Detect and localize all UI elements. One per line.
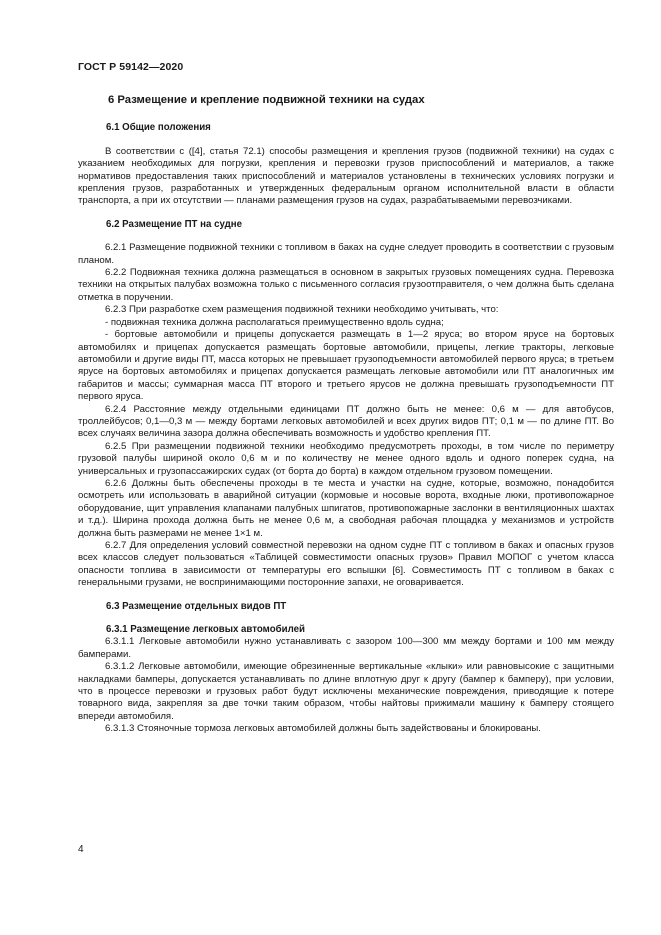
paragraph-6-2-3: 6.2.3 При разработке схем размещения подвижной техники необходимо учитывать, что: <box>105 304 499 316</box>
section-title: 6 Размещение и крепление подвижной техники на судах <box>108 94 425 106</box>
document-body <box>78 94 614 736</box>
list-item-6-2-3-b: - бортовые автомобили и прицепы допускается размещать в 1—2 яруса; во втором ярусе на бортовых автомобилях и прицепах допускается размещать бортовые автомобили, прицепы, легкие тракторы, легковые автомобили и другие виды ПТ, масса которых не превышает грузоподъемности автомобилей первого яруса; в третьем ярусе на бортовых автомобилях и прицепах допускается размещать легковые автомобили или ПТ аналогичных им габаритов и массы; суммарная масса ПТ второго и третьего ярусов не должна превышать грузоподъемности ПТ первого яруса. <box>78 329 614 403</box>
paragraph-6-3-1-1: 6.3.1.1 Легковые автомобили нужно устанавливать с зазором 100—300 мм между бортами и 100 мм между бамперами. <box>78 636 614 660</box>
page-number: 4 <box>78 844 84 855</box>
paragraph-6-2-6: 6.2.6 Должны быть обеспечены проходы в те места и участки на судне, которые, возможно, понадобится осмотреть или использовать в аварийной ситуации (кормовые и носовые ворота, входные люки, противопожарное оборудование, щит управления клапанами палубных шпигатов, противопожарные заслонки в вентиляционных шахтах и т.д.). Ширина прохода должна быть не менее 0,6 м, а свободная рабочая площадка у механизмов и устройств должна быть размерами не менее 1×1 м. <box>78 477 614 539</box>
paragraph-6-2-4: 6.2.4 Расстояние между отдельными единицами ПТ должно быть не менее: 0,6 м — для автобусов, троллейбусов; 0,1—0,3 м — между бортами легковых автомобилей и всех других видов ПТ; 0,1 м — по длине ПТ. Во всех случаях величина зазора должна обеспечивать возможность и удобство крепления ПТ. <box>78 403 614 440</box>
paragraph-6-3-1-2: 6.3.1.2 Легковые автомобили, имеющие обрезиненные вертикальные «клыки» или равновысокие с защитными накладками бамперы, допускается устанавливать по длине вплотную друг к другу (бампер к бамперу), при условии, что в процессе перевозки и грузовых работ будут исключены механические повреждения, приводящие к потере товарного вида, закрепляя за две точки таким образом, чтобы найтовы прижимали машину к бамперу стоящего впереди автомобиля. <box>78 661 614 722</box>
list-item-6-2-3-a: - подвижная техника должна располагаться преимущественно вдоль судна; <box>105 316 444 328</box>
document-code: ГОСТ Р 59142—2020 <box>78 61 184 73</box>
subsection-title-6-2: 6.2 Размещение ПТ на судне <box>106 218 242 230</box>
subsection-title-6-3: 6.3 Размещение отдельных видов ПТ <box>106 600 287 612</box>
paragraph-6-1: В соответствии с ([4], статья 72.1) способы размещения и крепления грузов (подвижной техники) на судах с указанием необходимых для погрузки, крепления и перевозки грузов приспособлений и материалов, а также нормативов предоставления таких приспособлений и материалов установлены в технических условиях погрузки и крепления грузов, разработанных и утвержденных федеральным органом исполнительной власти в области транспорта, а при их отсутствии — планами размещения грузов на судах, разрабатываемыми перевозчиками. <box>78 145 614 207</box>
paragraph-6-2-7: 6.2.7 Для определения условий совместной перевозки на одном судне ПТ с топливом в баках и опасных грузов всех классов следует пользоваться «Таблицей совместимости опасных грузов» Правил МОПОГ с учетом класса опасности топлива в зависимости от температуры его вспышки [6]. Совместимость ПТ с топливом в баках с генеральными грузами, не воспринимающими посторонние запахи, не оговаривается. <box>78 540 614 589</box>
paragraph-6-3-1-3: 6.3.1.3 Стояночные тормоза легковых автомобилей должны быть задействованы и блокированы. <box>105 723 541 735</box>
subsection-title-6-1: 6.1 Общие положения <box>106 122 211 134</box>
subsection-title-6-3-1: 6.3.1 Размещение легковых автомобилей <box>106 624 305 636</box>
paragraph-6-2-1: 6.2.1 Размещение подвижной техники с топливом в баках на судне следует проводить в соответствии с грузовым планом. <box>78 242 614 266</box>
paragraph-6-2-5: 6.2.5 При размещении подвижной техники необходимо предусмотреть проходы, в том числе по периметру грузовой палубы шириной около 0,6 м и по количеству не менее одного вдоль и одного поперек судна, на универсальных и грузопассажирских судах (от борта до борта) в каждом отдельном грузовом помещении. <box>78 440 614 477</box>
paragraph-6-2-2: 6.2.2 Подвижная техника должна размещаться в основном в закрытых грузовых помещениях судна. Перевозка техники на открытых палубах возможна только с письменного согласия грузоотправителя, о чем должна быть сделана отметка в поручении. <box>78 267 614 303</box>
